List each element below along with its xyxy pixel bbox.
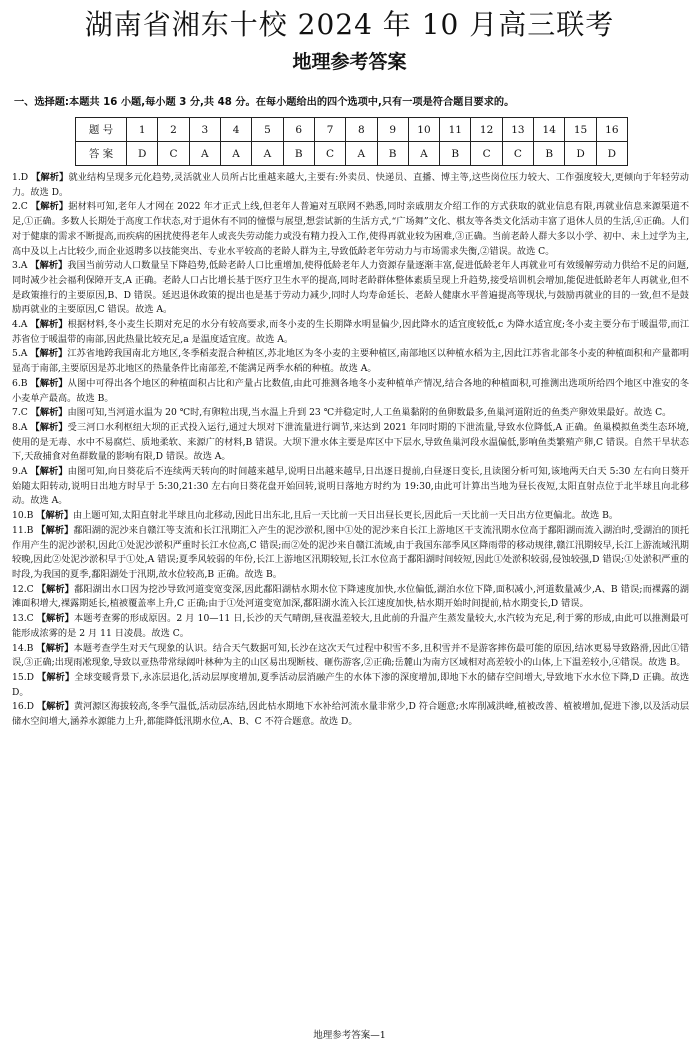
question-number-cell: 5 <box>252 118 283 142</box>
answer-cell: B <box>377 142 408 166</box>
explanation-text: 据材料可知,老年人才网在 2022 年才正式上线,但老年人普遍对互联网不熟悉,同时亲戚朋友介绍工作的方式获取的就业信息有限,再就业信息来源渠道不足,①正确。多数人长期处于高度工作状态,对于退休有不同的憧憬与展望,想尝试新的生活方式,“广场舞”文化、棋友等各类文化活动丰富了退休人员的生活,④正确。人们对于健康的需求不断提高,而疾病的困扰使得老年人或丧失劳动能力或没有精力投入工作,使得再就业较为困难,③正确。当前老龄人群大多以小学、初中、未上过学为主,高中及以上占比较少,而企业返聘多以技能突出、专业水平较高的老龄人群为主,导致低龄老年劳动力与市场需求失衡,②错误。故选 C。 <box>12 201 690 257</box>
analysis-tag: 【解析】 <box>36 613 74 625</box>
answer-cell: C <box>502 142 533 166</box>
explanation-item <box>12 612 689 641</box>
question-answer-label: 2.C <box>12 201 28 213</box>
answer-cell: C <box>471 142 502 166</box>
explanation-item <box>12 671 689 700</box>
question-number-cell: 2 <box>158 118 189 142</box>
explanation-item <box>12 318 689 347</box>
explanation-item <box>12 583 689 612</box>
question-answer-label: 3.A <box>12 260 28 272</box>
question-number-cell: 13 <box>502 118 533 142</box>
question-number-cell: 16 <box>596 118 627 142</box>
question-answer-label: 15.D <box>12 671 34 683</box>
answer-cell: A <box>220 142 251 166</box>
answer-cell: D <box>565 142 596 166</box>
explanation-item <box>12 377 689 406</box>
explanation-text: 全球变暖背景下,永冻层退化,活动层厚度增加,夏季活动层消融产生的水体下渗的深度增加,即地下水的储存空间增大,导致地下水水位下降,D 正确。故选 D。 <box>12 671 690 698</box>
explanation-text: 由图可知,当河道水温为 20 ℃时,有卵粒出现,当水温上升到 23 ℃并稳定时,人工鱼巢黏附的鱼卵数最多,鱼巢河道附近的鱼类产卵效果最好。故选 C。 <box>67 407 672 419</box>
explanation-item <box>12 200 689 259</box>
question-answer-label: 4.A <box>12 319 28 331</box>
question-number-cell: 4 <box>220 118 251 142</box>
explanation-text: 鄱阳湖的泥沙来自赣江等支流和长江汛期汇入产生的泥沙淤积,图中①处的泥沙来自长江上游地区干支流汛期水位高于鄱阳湖而流入湖泊时,受湖泊的顶托作用产生的泥沙淤积,因此①处泥沙淤积严重时长江水位高,C 错误;而②处的泥沙来自赣江流域,由于我国东部季风区降雨带的移动规律,赣江汛期较早,长江上游流域汛期较晚,因此②处泥沙淤积早于①处,A 错误;夏季风较弱的年份,长江上游地区汛期较短,长江水位高于鄱阳湖时间较短,因此①处淤积较弱,侵蚀较强,D 错误;①处淤积严重的时段,为我国的夏季,鄱阳湖处于汛期,故水位较高,B 正确。故选 B。 <box>12 524 690 580</box>
question-answer-label: 12.C <box>12 583 34 595</box>
explanation-item <box>12 259 689 318</box>
row-label-answer: 答 案 <box>76 142 127 166</box>
question-number-cell: 12 <box>471 118 502 142</box>
question-number-cell: 3 <box>189 118 220 142</box>
explanation-text: 我国当前劳动人口数量呈下降趋势,低龄老龄人口比重增加,使得低龄老年人力资源存量逐渐丰富,促进低龄老年人再就业可有效缓解劳动力供给不足的问题,同时减少社会福利保障开支,A 正确。老龄人口占比增长基于医疗卫生水平的提高,同时老龄群体整体素质呈现上升趋势,接受培训机会增加,能促进低龄老年人再就业,但不是政策推行的主要原因,B、D 错误。延迟退休政策的提出也是基于劳动力减少,同时人均寿命延长、老龄人健康水平普遍提高等现状,与鼓励再就业的目的一致,但不是鼓励再就业的主要原因,C 错误。故选 A。 <box>12 260 690 316</box>
question-answer-label: 10.B <box>12 510 34 522</box>
explanation-item <box>12 171 689 200</box>
explanation-item <box>12 642 689 671</box>
explanation-text: 根据材料,冬小麦生长期对充足的水分有较高要求,而冬小麦的生长期降水明显偏少,因此降水的适宜度较低,c 为降水适宜度;冬小麦主要分布于暖温带,而江苏省位于暖温带的南部,因此热量比较充足,a 是温度适宜度。故选 A。 <box>12 319 690 345</box>
question-number-cell: 9 <box>377 118 408 142</box>
explanation-text: 鄱阳湖出水口因为挖沙导致河道变宽变深,因此鄱阳湖枯水期水位下降速度加快,水位偏低,湖泊水位下降,面积减小,河道数量减少,A、B 错误;而裸露的湖滩面积增大,裸露期延长,植被覆盖率上升,C 正确;由于①处河道变宽加深,鄱阳湖水流入长江速度加快,枯水期开始时间提前,枯水期变长,D 错误。 <box>12 583 689 610</box>
question-answer-label: 8.A <box>12 421 28 433</box>
analysis-tag: 【解析】 <box>36 701 74 713</box>
question-number-cell: 15 <box>565 118 596 142</box>
row-label-question: 题 号 <box>76 118 127 142</box>
explanation-item <box>12 406 689 421</box>
section-heading: 一、选择题:本题共 16 小题,每小题 3 分,共 48 分。在每小题给出的四个选项中,只有一项是符合题目要求的。 <box>14 97 515 108</box>
question-answer-label: 13.C <box>12 613 34 625</box>
question-answer-label: 9.A <box>12 466 28 478</box>
analysis-tag: 【解析】 <box>30 260 68 272</box>
question-answer-label: 14.B <box>12 642 34 654</box>
question-answer-label: 16.D <box>12 701 34 713</box>
question-answer-label: 6.B <box>12 377 28 389</box>
question-answer-label: 7.C <box>12 407 28 419</box>
explanation-item <box>12 700 689 729</box>
answer-cell: B <box>283 142 314 166</box>
analysis-tag: 【解析】 <box>37 671 75 683</box>
explanation-text: 就业结构呈现多元化趋势,灵活就业人员所占比重越来越大,主要有:外卖员、快递员、直播、博主等,这些岗位压力较大、工作强度较大,更倾向于年轻劳动力。故选 D。 <box>12 172 689 198</box>
analysis-tag: 【解析】 <box>30 348 68 360</box>
question-number-cell: 11 <box>440 118 471 142</box>
explanation-text: 由上题可知,太阳直射北半球且向北移动,因此日出东北,且后一天比前一天日出昼长更长,因此后一天比前一天日出方位更偏北。故选 B。 <box>73 510 619 522</box>
answer-cell: A <box>346 142 377 166</box>
answer-cell: A <box>252 142 283 166</box>
question-number-row <box>76 118 628 142</box>
analysis-tag: 【解析】 <box>36 583 74 595</box>
analysis-tag: 【解析】 <box>30 466 68 478</box>
analysis-tag: 【解析】 <box>36 642 74 654</box>
explanation-item <box>12 509 689 524</box>
answer-cell: C <box>158 142 189 166</box>
answer-cell: A <box>408 142 439 166</box>
answer-table <box>75 117 628 166</box>
explanation-item <box>12 524 689 583</box>
explanation-text: 受三河口水利枢纽大坝的正式投入运行,通过大坝对下泄流量进行调节,来达到 2021 年同时期的下泄流量,导致水位降低,A 正确。鱼巢模拟鱼类生态环境,使用的是无毒、水中不易腐烂、质地柔软、来源广的材料,B 错误。大坝下泄水体主要是库区中下层水,导致鱼巢河段水温偏低,影响鱼类繁殖产卵,C 错误。自然干旱状态下,天敌捕食对鱼群数量的影响有限,D 错误。故选 A。 <box>12 421 690 463</box>
explanation-text: 江苏省地跨我国南北方地区,冬季稻麦混合种植区,苏北地区为冬小麦的主要种植区,南部地区以种植水稻为主,因此江苏省北部冬小麦的种植面积和产量都明显高于南部,主要原因是苏北地区的热量条件比南部差,不能满足两季水稻的种植。故选 A。 <box>12 348 690 375</box>
explanation-item <box>12 465 689 509</box>
explanation-item <box>12 347 689 376</box>
explanation-text: 从图中可得出各个地区的种植面积占比和产量占比数值,由此可推测各地冬小麦种植单产情况,结合各地的种植面积,可推测出选项所给四个地区中淮安的冬小麦单产最高。故选 B。 <box>12 377 690 404</box>
question-number-cell: 10 <box>408 118 439 142</box>
question-answer-label: 11.B <box>12 524 34 536</box>
analysis-tag: 【解析】 <box>36 510 74 522</box>
analysis-tag: 【解析】 <box>30 421 68 433</box>
explanation-list <box>12 171 689 730</box>
analysis-tag: 【解析】 <box>30 201 69 213</box>
explanation-text: 本题考查学生对天气现象的认识。结合天气数据可知,长沙在这次天气过程中积雪不多,且积雪并不是游客摔伤最可能的原因,结冰更易导致路滑,因此①错误,③正确;出现雨凇现象,导致以亚热带常绿阔叶林种为主的山区易出现断枝、砸伤游客,②正确;岳麓山为南方区域相对高差较小的山体,上下温差较小,④错误。故选 B。 <box>12 642 690 669</box>
answer-cell: D <box>596 142 627 166</box>
answer-cell: C <box>314 142 345 166</box>
explanation-item <box>12 421 689 465</box>
question-number-cell: 1 <box>127 118 158 142</box>
document-subtitle: 地理参考答案 <box>292 51 407 73</box>
answer-cell: B <box>440 142 471 166</box>
answer-cell: A <box>189 142 220 166</box>
question-number-cell: 7 <box>314 118 345 142</box>
answer-cell: B <box>534 142 565 166</box>
analysis-tag: 【解析】 <box>31 172 69 183</box>
question-answer-label: 5.A <box>12 348 28 360</box>
analysis-tag: 【解析】 <box>30 407 68 419</box>
analysis-tag: 【解析】 <box>30 377 68 389</box>
explanation-text: 本题考查雾的形成原因。2 月 10—11 日,长沙的天气晴朗,昼夜温差较大,且此前的升温产生蒸发量较大,水汽较为充足,利于雾的形成,由此可以推测最可能形成浓雾的是 2 月 11 日凌晨。故选 C。 <box>12 613 689 639</box>
explanation-text: 黄河源区海拔较高,冬季气温低,活动层冻结,因此枯水期地下水补给河流水量非常少,D 符合题意;水库削减洪峰,植被改善、植被增加,促进下渗,以及活动层储水空间增大,涵养水源能力上升,都能降低汛期水位,A、B、C 不符合题意。故选 D。 <box>12 701 690 728</box>
question-number-cell: 8 <box>346 118 377 142</box>
question-answer-label: 1.D <box>12 172 29 183</box>
answer-cell: D <box>127 142 158 166</box>
page-footer: 地理参考答案—1 <box>313 1030 386 1041</box>
question-number-cell: 6 <box>283 118 314 142</box>
answer-row <box>76 142 628 166</box>
document-title: 湖南省湘东十校 2024 年 10 月高三联考 <box>84 8 615 41</box>
question-number-cell: 14 <box>534 118 565 142</box>
analysis-tag: 【解析】 <box>36 524 74 536</box>
analysis-tag: 【解析】 <box>30 319 68 331</box>
explanation-text: 由图可知,向日葵花后不连续两天转向的时间越来越早,说明日出越来越早,日出逐日提前,白昼逐日变长,且读图分析可知,该地两天白天 5:30 左右向日葵开始随太阳转动,说明日出地方时早于 5:30,21:30 左右向日葵花盘开始回转,说明日落地方时约为 19:30,由此可计算出当地为昼长夜短,太阳直射点位于北半球且向北移动。故选 A。 <box>12 466 690 507</box>
